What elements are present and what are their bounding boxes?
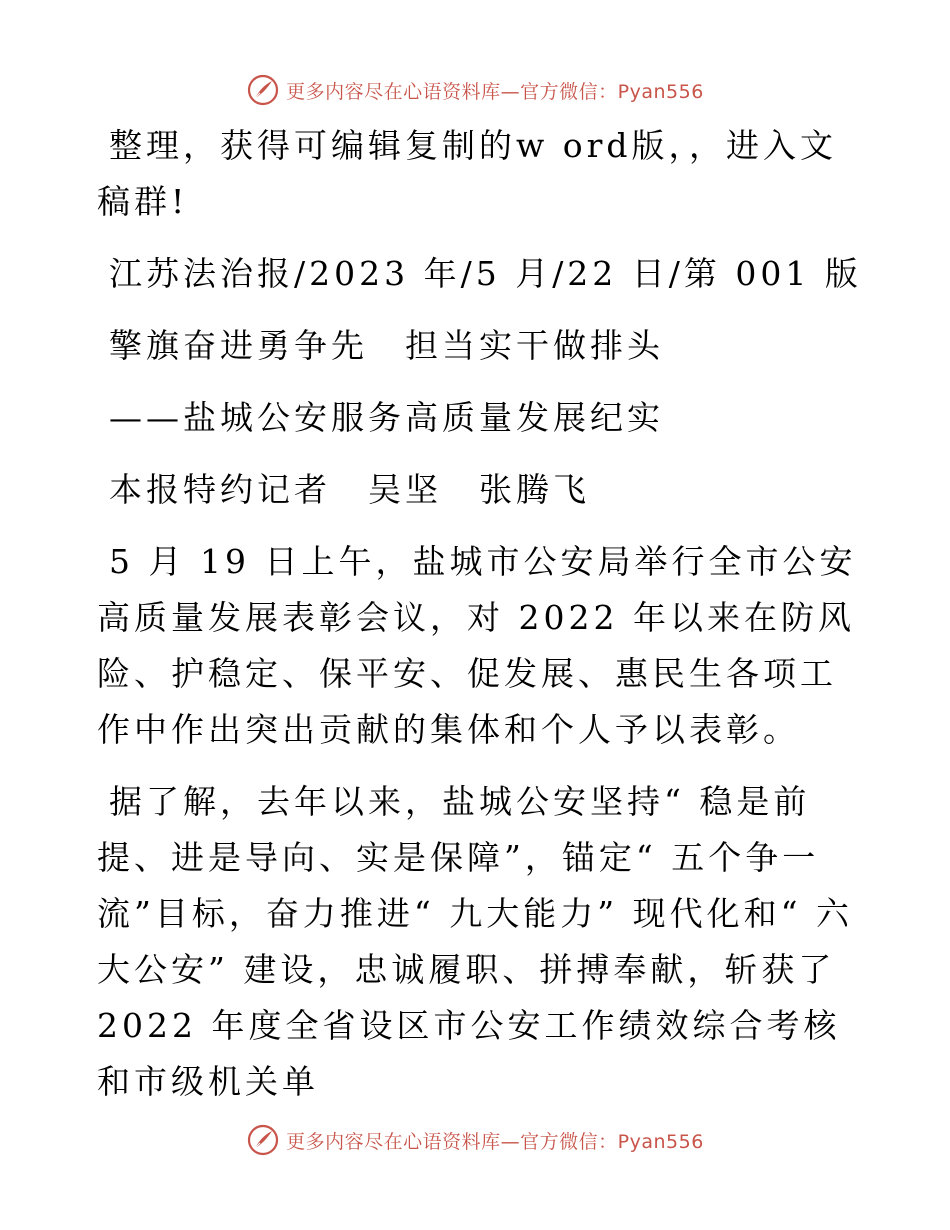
header-watermark xyxy=(0,70,950,110)
feather-pen-logo-icon xyxy=(246,1123,280,1157)
watermark-text: 更多内容尽在心语资料库—官方微信：Pyan556 xyxy=(286,80,704,103)
document-body xyxy=(97,118,867,1126)
intro-paragraph: 整理，获得可编辑复制的w ord版，，进入文稿群! xyxy=(97,126,838,221)
body-paragraph: 据了解，去年以来，盐城公安坚持“ 稳是前提、进是导向、实是保障”，锚定“ 五个争一流”目标，奋力推进“ 九大能力” 现代化和“ 六大公安” 建设，忠诚履职、拼搏奉献，斩获了 2022 年度全省设区市公安工作绩效综合考核和市级机关单 xyxy=(97,782,853,1101)
byline: 本报特约记者 吴坚 张腾飞 xyxy=(109,470,590,509)
body-paragraph: 5 月 19 日上午，盐城市公安局举行全市公安高质量发展表彰会议，对 2022 年以来在防风险、护稳定、保平安、促发展、惠民生各项工作中作出突出贡献的集体和个人予以表彰。 xyxy=(97,542,857,749)
feather-pen-logo-icon xyxy=(246,73,280,107)
footer-watermark xyxy=(0,1120,950,1160)
watermark-text: 更多内容尽在心语资料库—官方微信：Pyan556 xyxy=(286,1130,704,1153)
source-line: 江苏法治报/2023 年/5 月/22 日/第 001 版 xyxy=(109,254,862,293)
article-subtitle: ——盐城公安服务高质量发展纪实 xyxy=(109,398,664,437)
article-title: 擎旗奋进勇争先 担当实干做排头 xyxy=(109,326,664,365)
